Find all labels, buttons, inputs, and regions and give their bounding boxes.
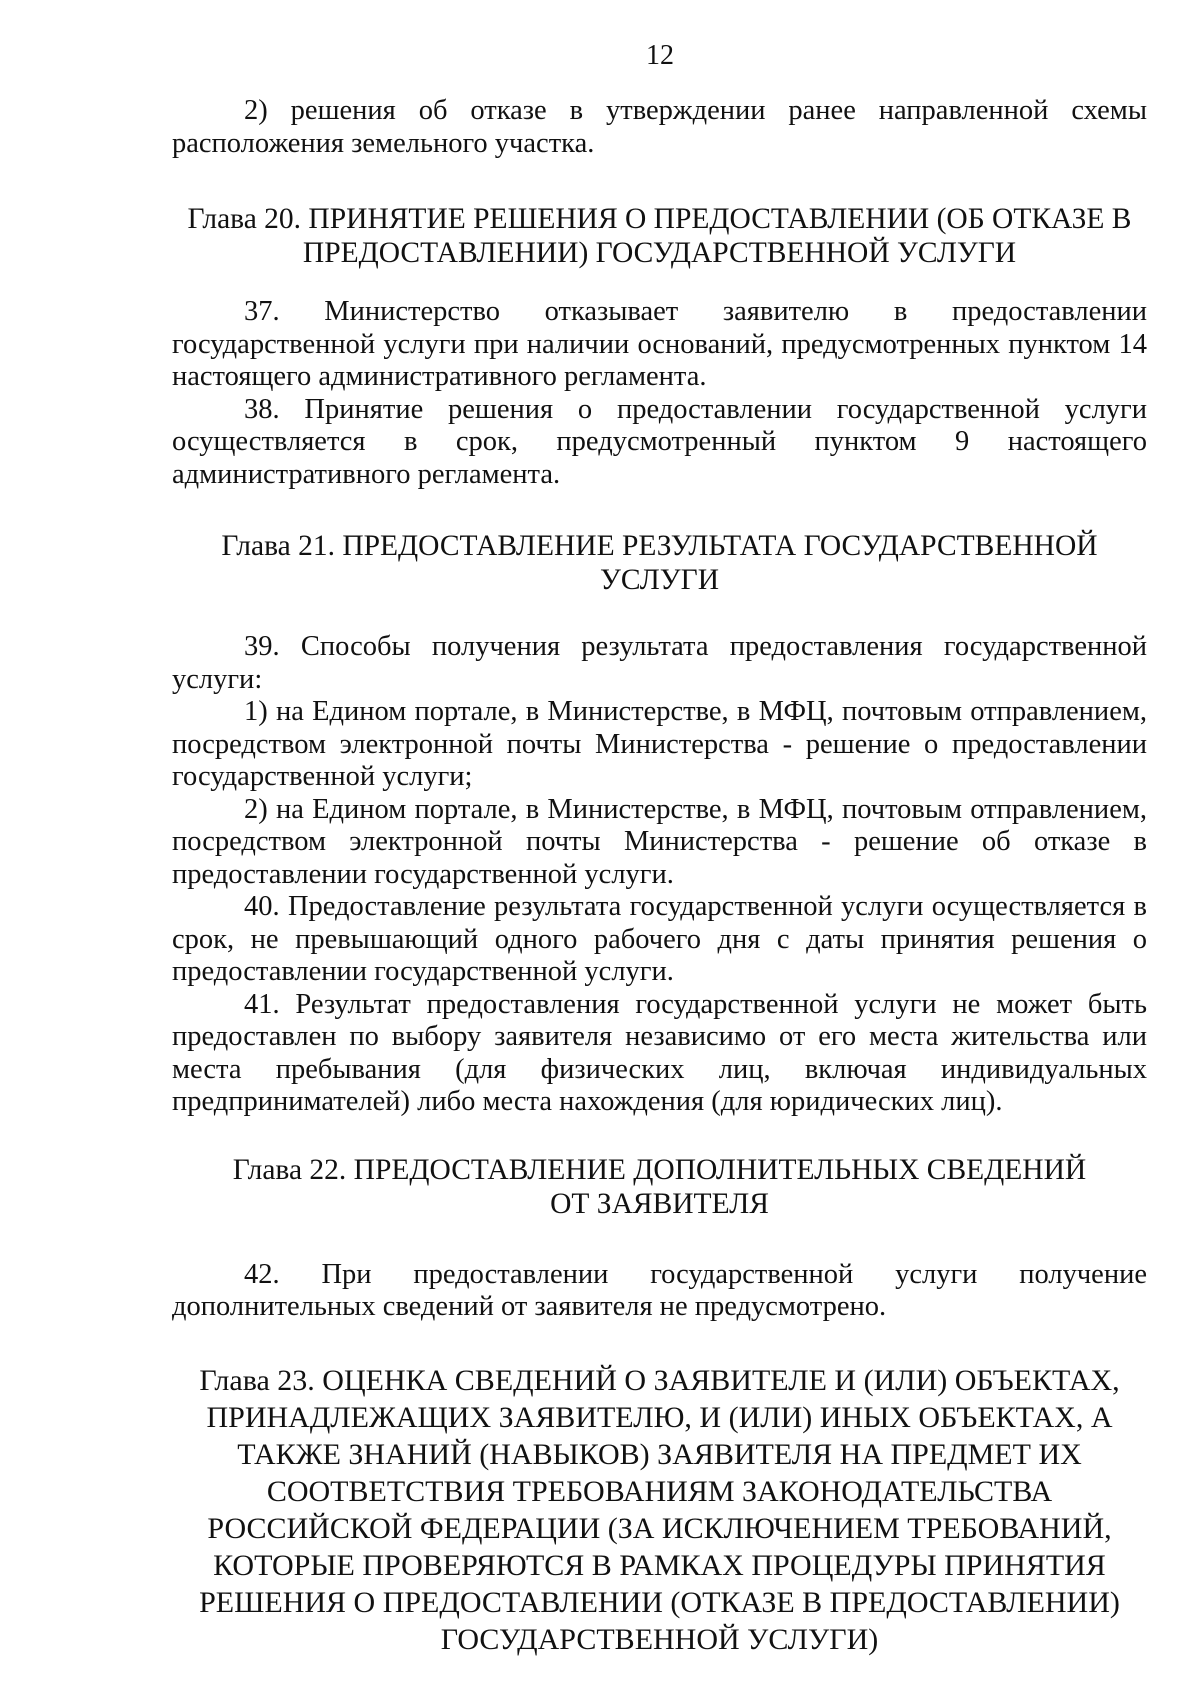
paragraph-38: 38. Принятие решения о предоставлении государственной услуги осуществляется в срок, предусмотренный пунктом 9 настоящего административного регламента. bbox=[172, 393, 1147, 490]
page-number: 12 bbox=[646, 40, 674, 71]
paragraph-39-item-1: 1) на Едином портале, в Министерстве, в МФЦ, почтовым отправлением, посредством электронной почты Министерства - решение о предоставлении государственной услуги; bbox=[172, 696, 1147, 792]
paragraph-37: 37. Министерство отказывает заявителю в предоставлении государственной услуги при наличии оснований, предусмотренных пунктом 14 настоящего административного регламента. bbox=[172, 296, 1147, 392]
chapter-23-heading: Глава 23. ОЦЕНКА СВЕДЕНИЙ О ЗАЯВИТЕЛЕ И (ИЛИ) ОБЪЕКТАХ, ПРИНАДЛЕЖАЩИХ ЗАЯВИТЕЛЮ, И (ИЛИ) ИНЫХ ОБЪЕКТАХ, А ТАКЖЕ ЗНАНИЙ (НАВЫКОВ) ЗАЯВИТЕЛЯ НА ПРЕДМЕТ ИХ СООТВЕТСТВИЯ ТРЕБОВАНИЯМ ЗАКОНОДАТЕЛЬСТВА РОССИЙСКОЙ ФЕДЕРАЦИИ (ЗА ИСКЛЮЧЕНИЕМ ТРЕБОВАНИЙ, КОТОРЫЕ ПРОВЕРЯЮТСЯ В РАМКАХ ПРОЦЕДУРЫ ПРИНЯТИЯ РЕШЕНИЯ О ПРЕДОСТАВЛЕНИИ (ОТКАЗЕ В ПРЕДОСТАВЛЕНИИ) ГОСУДАРСТВЕННОЙ УСЛУГИ) bbox=[199, 1363, 1120, 1656]
chapter-20-heading: Глава 20. ПРИНЯТИЕ РЕШЕНИЯ О ПРЕДОСТАВЛЕНИИ (ОБ ОТКАЗЕ В ПРЕДОСТАВЛЕНИИ) ГОСУДАРСТВЕННОЙ УСЛУГИ bbox=[187, 203, 1132, 269]
paragraph-42: 42. При предоставлении государственной услуги получение дополнительных сведений от заявителя не предусмотрено. bbox=[172, 1258, 1147, 1322]
paragraph-39: 39. Способы получения результата предоставления государственной услуги: bbox=[172, 631, 1147, 695]
paragraph-41: 41. Результат предоставления государственной услуги не может быть предоставлен по выбору заявителя независимо от его места жительства или места пребывания (для физических лиц, включая индивидуальных предпринимателей) либо места нахождения (для юридических лиц). bbox=[172, 988, 1147, 1117]
paragraph-2-refusal-scheme: 2) решения об отказе в утверждении ранее направленной схемы расположения земельного участка. bbox=[172, 95, 1147, 159]
document-body bbox=[172, 95, 1147, 1658]
chapter-22-heading: Глава 22. ПРЕДОСТАВЛЕНИЕ ДОПОЛНИТЕЛЬНЫХ СВЕДЕНИЙ ОТ ЗАЯВИТЕЛЯ bbox=[232, 1153, 1087, 1220]
chapter-21-heading: Глава 21. ПРЕДОСТАВЛЕНИЕ РЕЗУЛЬТАТА ГОСУДАРСТВЕННОЙ УСЛУГИ bbox=[221, 530, 1098, 596]
paragraph-40: 40. Предоставление результата государственной услуги осуществляется в срок, не превышающий одного рабочего дня с даты принятия решения о предоставлении государственной услуги. bbox=[172, 891, 1147, 987]
paragraph-39-item-2: 2) на Едином портале, в Министерстве, в МФЦ, почтовым отправлением, посредством электронной почты Министерства - решение об отказе в предоставлении государственной услуги. bbox=[172, 793, 1147, 890]
